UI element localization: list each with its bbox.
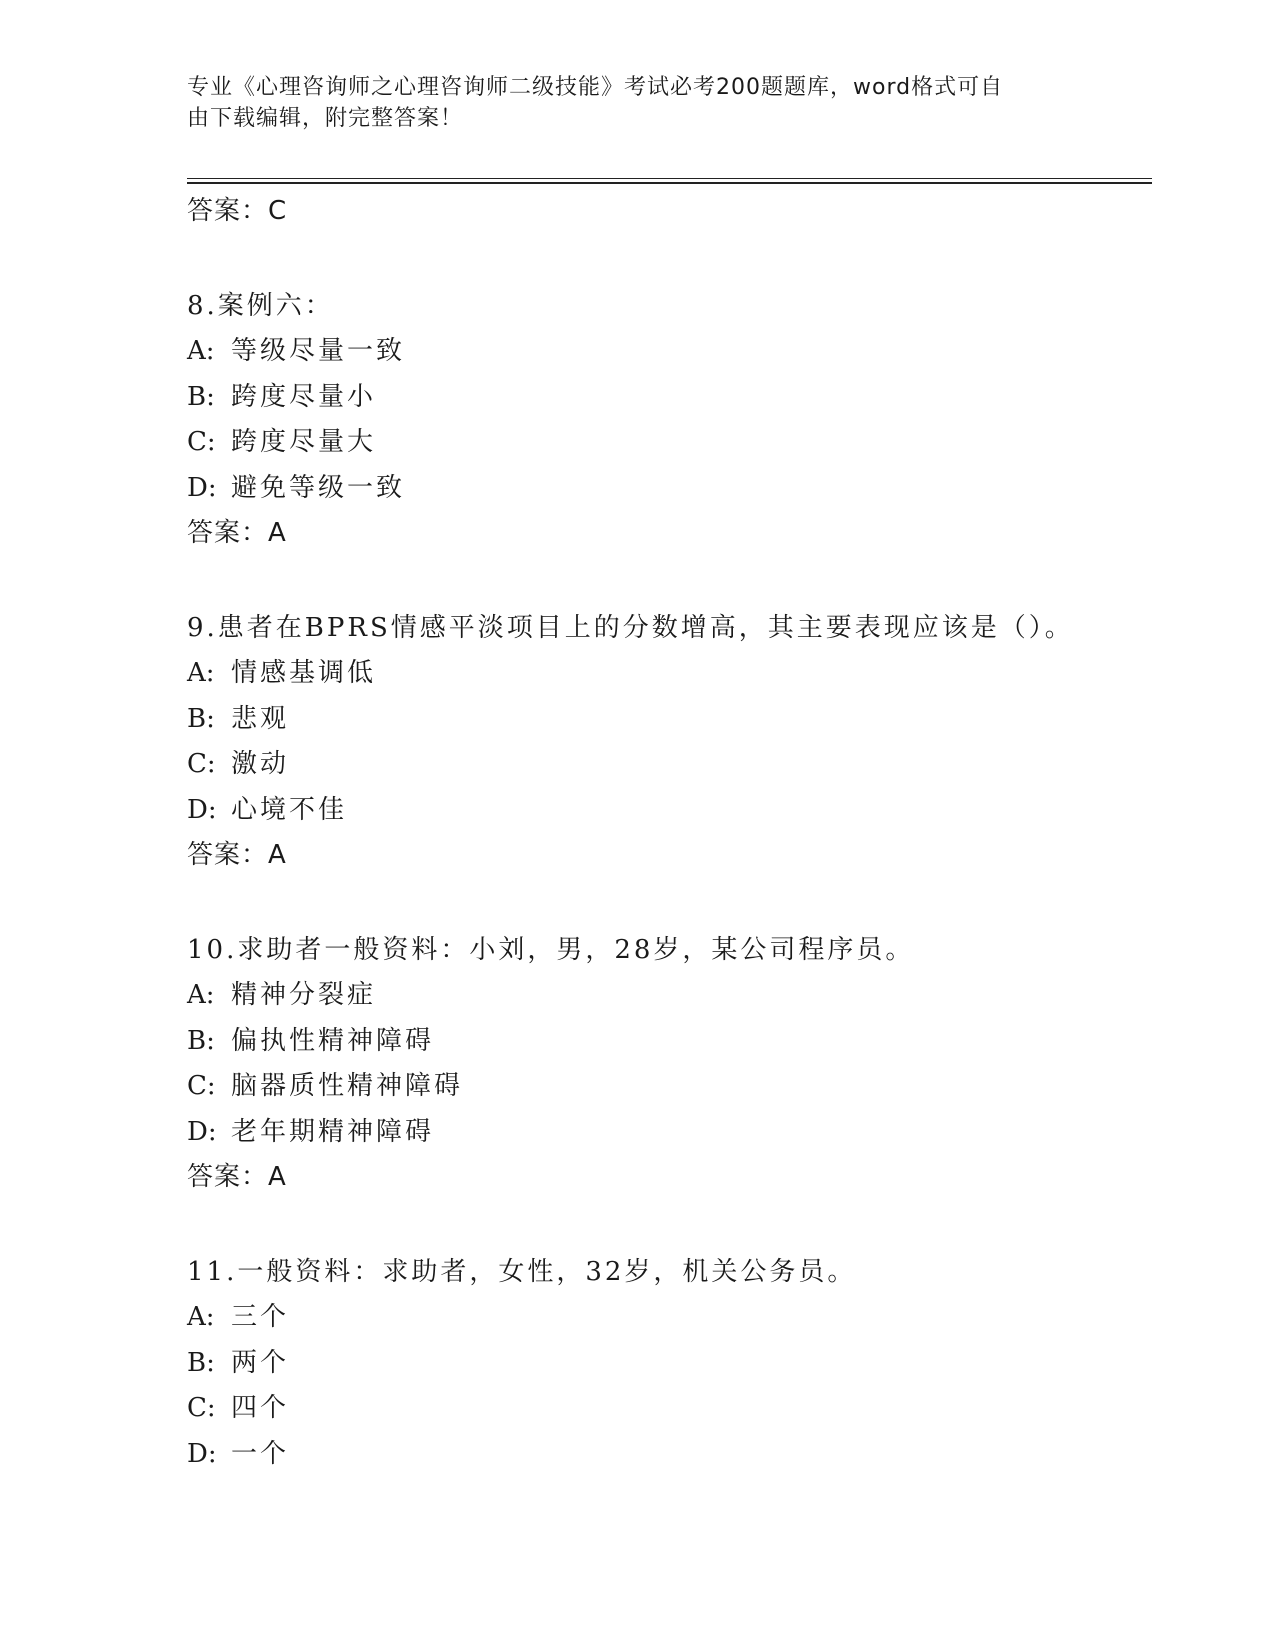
- option-c: [187, 420, 1147, 466]
- spacer: [187, 1201, 1147, 1250]
- option-b: [187, 1341, 1147, 1387]
- option-letter: B:: [187, 703, 215, 734]
- option-d: [187, 466, 1147, 512]
- spacer: [187, 557, 1147, 606]
- option-text: 一个: [231, 1438, 290, 1469]
- document-header: [187, 72, 1067, 134]
- option-text: 跨度尽量小: [231, 381, 377, 412]
- option-letter: D:: [187, 1438, 217, 1469]
- option-text: 避免等级一致: [231, 472, 406, 503]
- option-text: 精神分裂症: [231, 980, 377, 1010]
- question-stem: 8.案例六：: [187, 290, 334, 321]
- option-c: [187, 742, 1147, 788]
- header-line-2: 由下载编辑，附完整答案！: [187, 106, 464, 131]
- option-letter: B:: [187, 381, 215, 412]
- option-text: 情感基调低: [231, 658, 377, 688]
- header-divider-thin: [187, 178, 1152, 179]
- option-text: 偏执性精神障碍: [231, 1025, 435, 1056]
- option-text: 三个: [231, 1302, 290, 1332]
- option-letter: D:: [187, 472, 217, 503]
- option-letter: B:: [187, 1347, 215, 1378]
- option-d: [187, 1110, 1147, 1156]
- option-letter: A:: [187, 980, 215, 1010]
- option-text: 老年期精神障碍: [231, 1116, 435, 1147]
- option-letter: A:: [187, 1302, 215, 1332]
- header-divider-thick: [187, 182, 1152, 184]
- option-c: [187, 1386, 1147, 1432]
- option-text: 心境不佳: [231, 794, 348, 825]
- option-a: [187, 651, 1147, 697]
- question-list: [187, 189, 1147, 1477]
- header-line-1: 专业《心理咨询师之心理咨询师二级技能》考试必考200题题库，word格式可自: [187, 75, 1004, 100]
- question-stem: 9.患者在BPRS情感平淡项目上的分数增高，其主要表现应该是（）。: [187, 612, 1074, 643]
- answer-line: 答案：A: [187, 1162, 287, 1192]
- question-block: [187, 1250, 1147, 1478]
- question-block: [187, 606, 1147, 879]
- option-letter: A:: [187, 336, 215, 366]
- option-text: 两个: [231, 1347, 290, 1378]
- option-text: 四个: [231, 1393, 290, 1423]
- option-letter: C:: [187, 427, 216, 457]
- question-stem: 10.求助者一般资料：小刘，男，28岁，某公司程序员。: [187, 934, 915, 965]
- option-d: [187, 788, 1147, 834]
- option-d: [187, 1432, 1147, 1478]
- option-letter: A:: [187, 658, 215, 688]
- option-letter: D:: [187, 1116, 217, 1147]
- question-block: [187, 928, 1147, 1201]
- spacer: [187, 879, 1147, 928]
- option-b: [187, 697, 1147, 743]
- option-text: 悲观: [231, 703, 290, 734]
- answer-line: 答案：A: [187, 518, 287, 548]
- option-c: [187, 1064, 1147, 1110]
- option-text: 等级尽量一致: [231, 336, 406, 366]
- option-letter: D:: [187, 794, 217, 825]
- option-text: 脑器质性精神障碍: [231, 1071, 464, 1101]
- option-a: [187, 973, 1147, 1019]
- option-b: [187, 1019, 1147, 1065]
- option-letter: C:: [187, 1393, 216, 1423]
- question-block: [187, 284, 1147, 557]
- option-a: [187, 329, 1147, 375]
- option-letter: B:: [187, 1025, 215, 1056]
- option-text: 激动: [231, 749, 290, 779]
- option-text: 跨度尽量大: [231, 427, 377, 457]
- answer-line: 答案：C: [187, 196, 288, 226]
- spacer: [187, 235, 1147, 284]
- option-letter: C:: [187, 749, 216, 779]
- answer-line: 答案：A: [187, 840, 287, 870]
- option-letter: C:: [187, 1071, 216, 1101]
- option-b: [187, 375, 1147, 421]
- option-a: [187, 1295, 1147, 1341]
- question-stem: 11.一般资料：求助者，女性，32岁，机关公务员。: [187, 1256, 857, 1287]
